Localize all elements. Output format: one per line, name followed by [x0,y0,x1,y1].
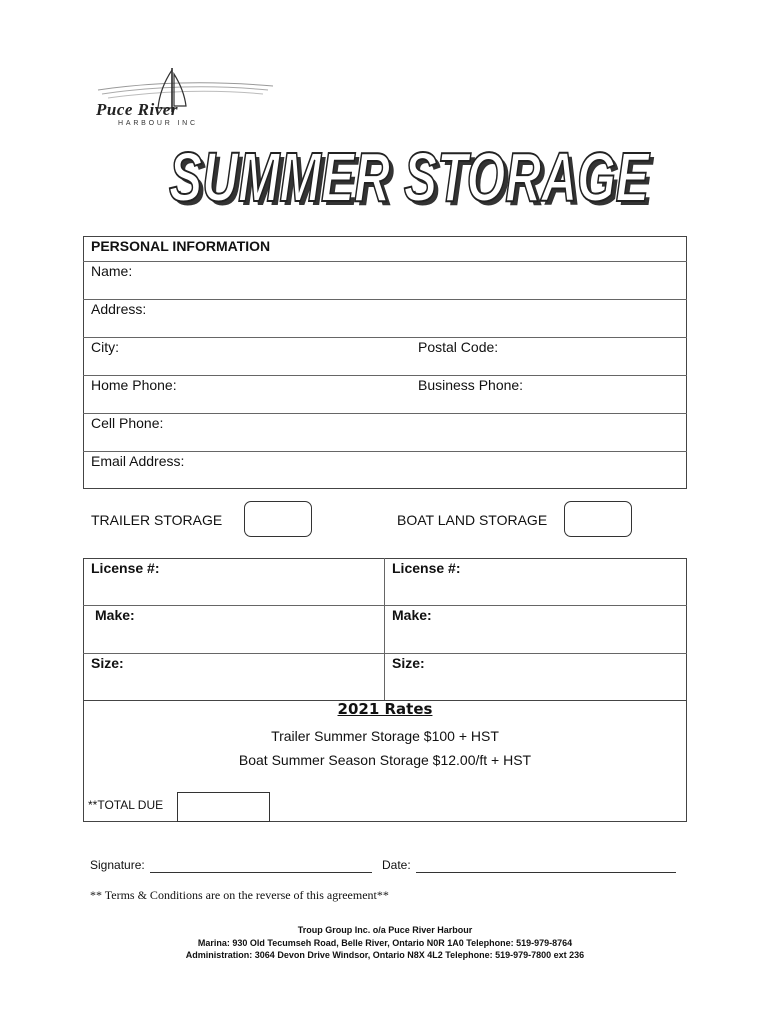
date-label: Date: [382,858,411,872]
terms-note: ** Terms & Conditions are on the reverse of this agreement** [90,888,389,902]
total-due-field[interactable] [177,792,270,822]
logo-name: Puce River [96,100,178,119]
boat-license-field[interactable]: License #: [392,560,461,576]
trailer-storage-checkbox[interactable] [244,501,312,537]
row-divider [83,451,687,452]
row-divider [83,413,687,414]
footer-administration: Administration: 3064 Devon Drive Windsor, Ontario N8X 4L2 Telephone: 519-979-7800 ext 236 [185,950,585,960]
row-divider [83,261,687,262]
svg-text:SUMMER STORAGE: SUMMER STORAGE [169,138,651,216]
trailer-size-field[interactable]: Size: [91,655,124,671]
vehicle-info-table [83,558,687,701]
boat-size-field[interactable]: Size: [392,655,425,671]
name-field[interactable]: Name: [91,263,133,279]
date-line[interactable] [416,872,676,873]
email-field[interactable]: Email Address: [91,453,185,469]
boat-land-storage-label: BOAT LAND STORAGE [397,512,548,528]
postal-code-field[interactable]: Postal Code: [418,339,499,355]
total-due-label: **TOTAL DUE [88,798,164,812]
trailer-make-field[interactable]: Make: [95,607,135,623]
business-phone-field[interactable]: Business Phone: [418,377,524,393]
boat-rate: Boat Summer Season Storage $12.00/ft + HST [238,752,532,768]
row-divider [83,299,687,300]
boat-make-field[interactable]: Make: [392,607,432,623]
row-divider [83,653,687,654]
boat-land-storage-checkbox[interactable] [564,501,632,537]
footer-marina: Marina: 930 Old Tecumseh Road, Belle River, Ontario N0R 1A0 Telephone: 519-979-8764 [197,938,573,948]
rates-title: 2021 Rates [337,700,433,718]
row-divider [83,605,687,606]
address-field[interactable]: Address: [91,301,147,317]
signature-line[interactable] [150,872,372,873]
svg-text:SUMMER STORAGE: SUMMER STORAGE [173,142,655,220]
logo-subtitle: HARBOUR INC [118,120,198,127]
signature-label: Signature: [90,858,145,872]
row-divider [83,375,687,376]
home-phone-field[interactable]: Home Phone: [91,377,177,393]
cell-phone-field[interactable]: Cell Phone: [91,415,164,431]
row-divider [83,337,687,338]
city-field[interactable]: City: [91,339,119,355]
footer-company: Troup Group Inc. o/a Puce River Harbour [297,925,473,935]
trailer-rate: Trailer Summer Storage $100 + HST [271,728,499,744]
trailer-storage-label: TRAILER STORAGE [91,512,223,528]
personal-info-heading: PERSONAL INFORMATION [91,238,271,254]
page-title [160,132,660,222]
trailer-license-field[interactable]: License #: [91,560,160,576]
column-divider [384,558,385,701]
